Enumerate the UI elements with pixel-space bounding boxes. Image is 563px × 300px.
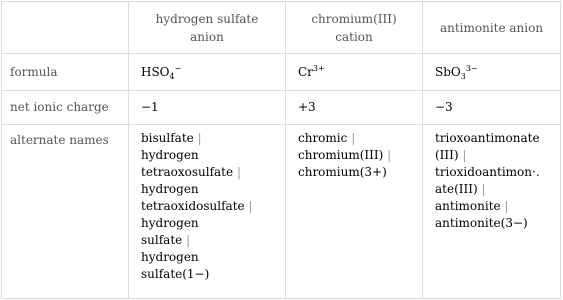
names-antimonite — [423, 125, 561, 299]
row-label-names: alternate names — [2, 125, 129, 299]
name-item: tetraoxidosulfate — [141, 199, 245, 213]
column-header-hydrogen-sulfate — [129, 2, 286, 54]
name-item: trioxidoantimon·. — [435, 165, 540, 179]
formula-charge: − — [174, 63, 182, 73]
name-item: chromium(3+) — [298, 165, 387, 179]
formula-subscript: 4 — [169, 71, 175, 81]
name-item: sulfate(1−) — [141, 267, 210, 281]
formula-row — [2, 54, 561, 91]
charge-chromium: +3 — [286, 91, 423, 125]
column-header-line1: chromium(III) — [311, 11, 397, 26]
formula-base: SbO — [435, 64, 461, 79]
formula-subscript: 3 — [460, 71, 466, 81]
name-item: tetraoxosulfate — [141, 165, 234, 179]
column-header-chromium — [286, 2, 423, 54]
formula-base: HSO — [141, 64, 170, 79]
name-item: hydrogen — [141, 182, 199, 196]
formula-base: Cr — [298, 64, 313, 79]
name-item: sulfate — [141, 233, 183, 247]
name-item: (III) — [435, 148, 459, 162]
column-header-line1: antimonite anion — [439, 20, 544, 35]
name-item: bisulfate — [141, 131, 194, 145]
name-item: hydrogen — [141, 148, 199, 162]
formula-charge: 3− — [465, 63, 478, 73]
row-label-charge: net ionic charge — [2, 91, 129, 125]
name-item: chromic — [298, 131, 348, 145]
separator: | — [481, 182, 486, 196]
charge-row — [2, 91, 561, 125]
name-item: hydrogen — [141, 250, 199, 264]
names-row — [2, 125, 561, 299]
column-header-antimonite — [423, 2, 561, 54]
separator: | — [236, 165, 241, 179]
separator: | — [351, 131, 356, 145]
names-chromium — [286, 125, 423, 299]
row-label-formula: formula — [2, 54, 129, 91]
ion-comparison-table — [1, 1, 561, 299]
names-hydrogen-sulfate — [129, 125, 286, 299]
formula-charge: 3+ — [312, 63, 325, 73]
header-row — [2, 2, 561, 54]
separator: | — [504, 199, 509, 213]
column-header-line2: cation — [335, 29, 373, 44]
formula-hydrogen-sulfate — [129, 54, 286, 91]
charge-hydrogen-sulfate: −1 — [129, 91, 286, 125]
formula-chromium — [286, 54, 423, 91]
separator: | — [248, 199, 253, 213]
separator: | — [197, 131, 202, 145]
column-header-line2: anion — [190, 29, 224, 44]
separator: | — [186, 233, 191, 247]
name-item: chromium(III) — [298, 148, 384, 162]
name-item: antimonite — [435, 199, 501, 213]
name-item: hydrogen — [141, 216, 199, 230]
column-header-line1: hydrogen sulfate — [155, 11, 259, 26]
charge-antimonite: −3 — [423, 91, 561, 125]
separator: | — [462, 148, 467, 162]
formula-antimonite — [423, 54, 561, 91]
corner-cell — [2, 2, 129, 54]
name-item: ate(III) — [435, 182, 478, 196]
name-item: trioxoantimonate — [435, 131, 540, 145]
separator: | — [387, 148, 392, 162]
name-item: antimonite(3−) — [435, 216, 528, 230]
